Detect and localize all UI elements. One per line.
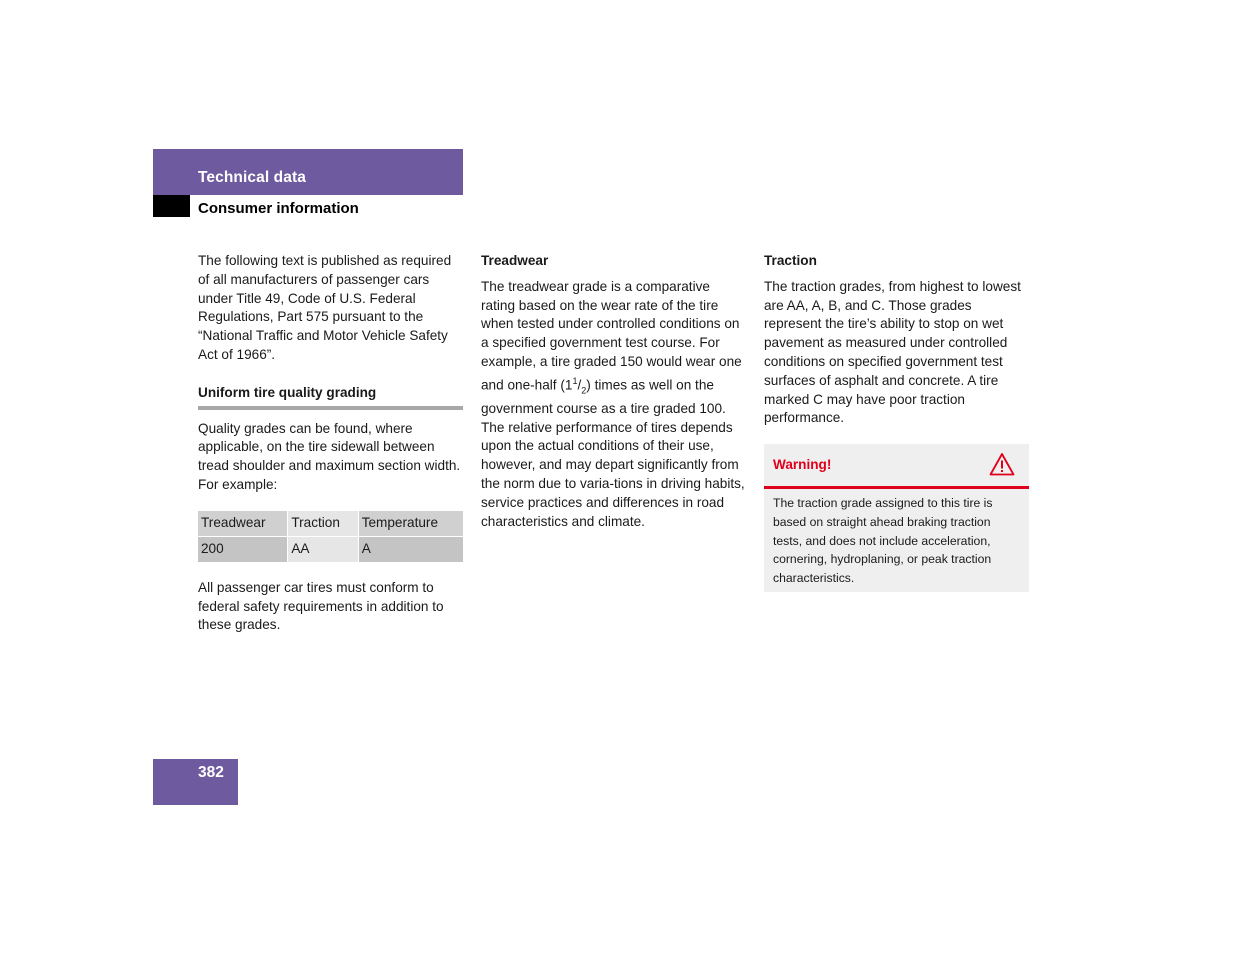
treadwear-paragraph: [481, 278, 747, 532]
column-3: [764, 252, 1030, 428]
section-title: Technical data: [198, 169, 306, 186]
fraction-numerator: 1: [572, 375, 578, 386]
page-number-tab: [153, 759, 238, 805]
grade-table: [198, 511, 463, 562]
table-header-cell: Traction: [288, 511, 358, 537]
traction-heading: Traction: [764, 253, 817, 268]
traction-paragraph: The traction grades, from highest to lowest are AA, A, B, and C. Those grades represent the tire’s ability to stop on wet pavement as measured under controlled conditions on specified government test surfaces of asphalt and concrete. A tire marked C may have poor traction performance.: [764, 278, 1021, 426]
fraction-denominator: 2: [581, 385, 587, 396]
table-cell: A: [358, 536, 463, 562]
closing-paragraph: All passenger car tires must conform to federal safety requirements in addition to these grades.: [198, 579, 444, 633]
table-row: [198, 536, 463, 562]
fraction-slash: /: [577, 377, 582, 393]
warning-triangle-icon: [989, 452, 1015, 476]
warning-label: Warning!: [773, 457, 832, 472]
table-header-cell: Treadwear: [198, 511, 288, 537]
intro-paragraph: The following text is published as required of all manufacturers of passenger cars under Title 49, Code of U.S. Federal Regulations, Part 575 pursuant to the “National Traffic and Motor Vehicle Safety Act of 1966”.: [198, 253, 452, 362]
warning-text: The traction grade assigned to this tire is based on straight ahead braking traction tests, and does not include acceleration, cornering, hydroplaning, or peak traction characteristics.: [773, 496, 993, 586]
table-header-cell: Temperature: [358, 511, 463, 537]
uniform-grading-heading: Uniform tire quality grading: [198, 384, 463, 410]
warning-header: [764, 444, 1029, 489]
treadwear-text-part1: The treadwear grade is a comparative rating based on the wear rate of the tire when tested under controlled conditions on a specified government test course. For example, a tire graded 150 would wear one and one-half (1: [481, 278, 742, 393]
column-2: [481, 252, 747, 531]
page-number: 382: [198, 764, 224, 781]
treadwear-text-part2: ) times as well on the government course as a tire graded 100. The relative performance of tires depends upon the actual conditions of their use, however, and may depart significantly from the norm due to varia-tions in driving habits, service practices and differences in road characteristics and climate.: [481, 377, 745, 529]
section-marker: [153, 195, 190, 217]
treadwear-heading: Treadwear: [481, 253, 549, 268]
column-1: [198, 252, 464, 635]
table-cell: 200: [198, 536, 288, 562]
warning-box: [764, 444, 1029, 592]
uniform-grading-paragraph: Quality grades can be found, where applicable, on the tire sidewall between tread shoulder and maximum section width. For example:: [198, 420, 461, 492]
table-header-row: [198, 511, 463, 537]
table-cell: AA: [288, 536, 358, 562]
subsection-title: Consumer information: [198, 200, 359, 217]
